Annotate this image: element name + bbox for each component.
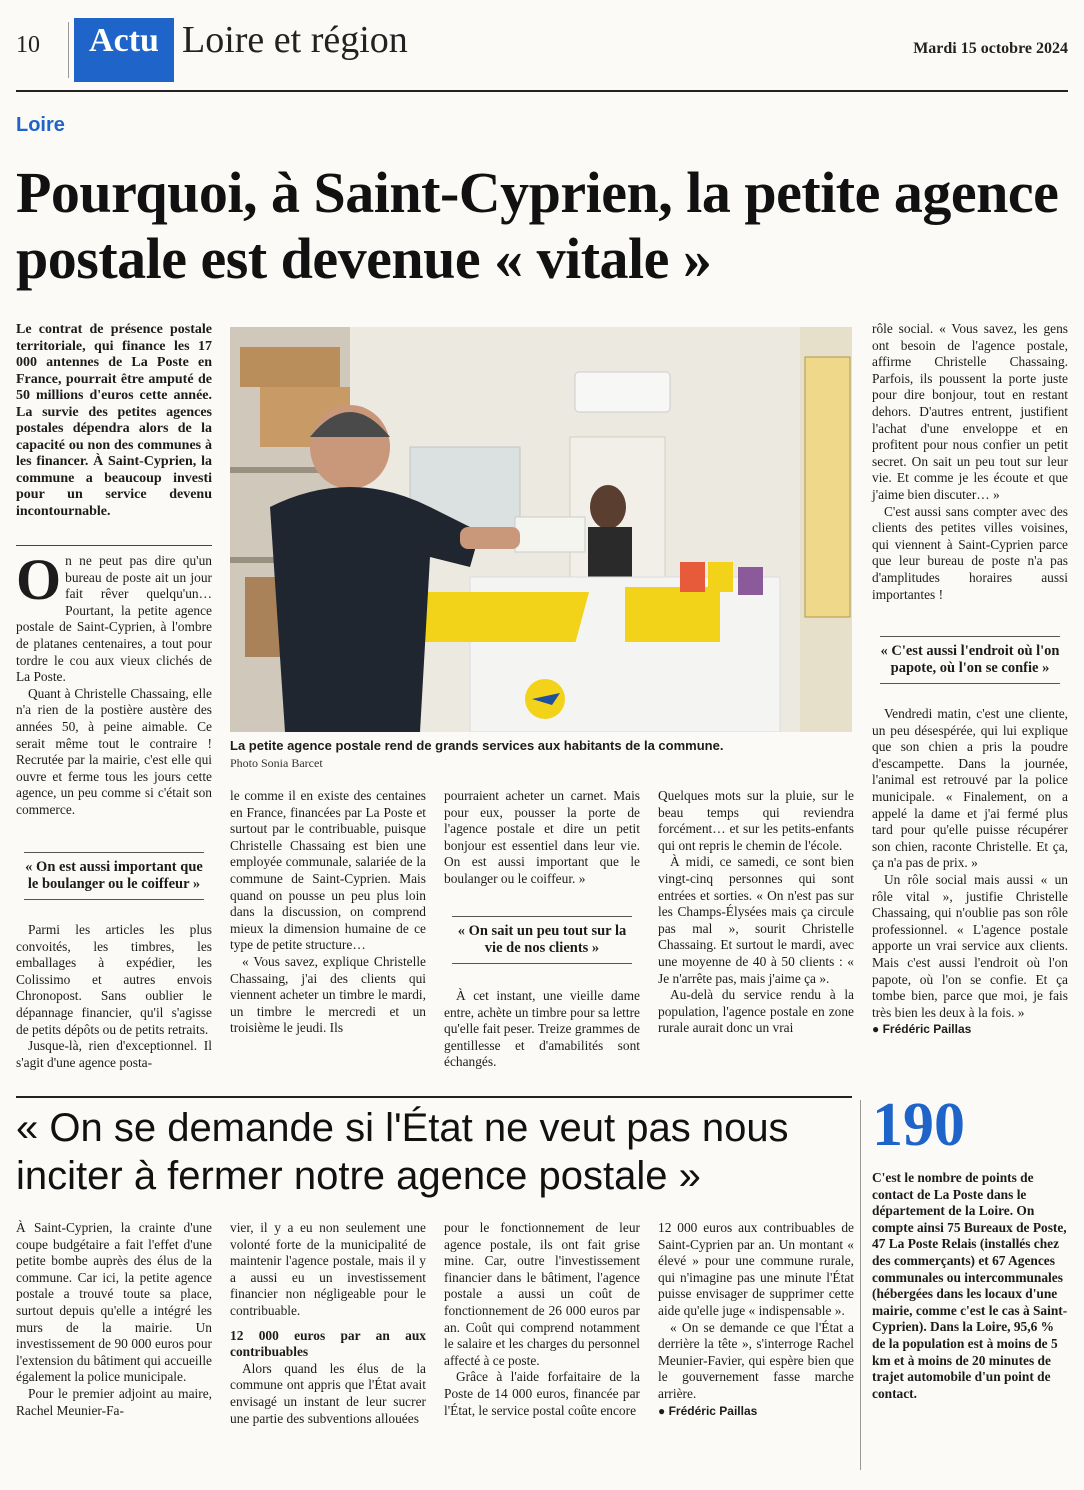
key-figure: 190 — [872, 1091, 965, 1159]
signature-name: Frédéric Paillas — [668, 1403, 758, 1418]
section-name: Loire et région — [182, 19, 408, 61]
photo-caption: La petite agence postale rend de grands services aux habitants de la commune. — [230, 738, 724, 753]
post-office-illustration — [230, 327, 852, 732]
column-1 — [16, 547, 212, 819]
paragraph: Quelques mots sur la pluie, sur le beau temps qui reviendra forcément… et sur les petits-enfants qui ont repris le chemin de l'école. — [658, 788, 854, 853]
pull-quote — [880, 630, 1060, 690]
pull-quote-text: « On sait un peu tout sur la vie de nos clients » — [457, 923, 627, 956]
paragraph: Quant à Christelle Chassaing, elle n'a rien de la postière austère des années 50, à peine aimable. Ce serait même tout le contraire ! Recrutée par la mairie, c'est elle qui ouvre et ferme tous les jours cette agence, un peu comme si c'était son commerce. — [16, 685, 212, 817]
paragraph: Vendredi matin, c'est une cliente, un peu désespérée, qui lui explique que son chien a pris la poudre d'escampette. Dans la journée, l'animal est retrouvé par la police municipale. « Finalement, on a appelé la dame et j'ai fermé plus tard pour qu'elle puisse récupérer son chien, raconte Christelle. Et ça, ça n'a pas de prix. » — [872, 706, 1068, 871]
paragraph: le comme il en existe des centaines en France, financées par La Poste et surtout par le contribuable, puisque Christelle Chassaing est bien une employée communale, salariée de la commune de Saint-Cyprien. Mais quand on pousse un peu plus loin dans la discussion, on comprend mieux la dimension humaine de ce type de petite structure… — [230, 788, 426, 953]
photo-credit: Photo Sonia Barcet — [230, 756, 323, 770]
signature: ● Frédéric Paillas — [872, 1022, 972, 1037]
column-3b — [444, 988, 640, 1071]
issue-date: Mardi 15 octobre 2024 — [913, 40, 1068, 57]
paragraph: C'est aussi sans compter avec des clients des petites villes voisines, qui viennent à Saint-Cyprien parce que leur bureau de poste n'a pas d'amplitudes horaires aussi importantes ! — [872, 503, 1068, 602]
page-number: 10 — [16, 32, 40, 58]
pull-quote-text: « On est aussi important que le boulanger ou le coiffeur » — [25, 859, 203, 892]
paragraph: n ne peut pas dire qu'un bureau de poste ait un jour fait rêver quelqu'un… Pourtant, la petite agence postale de Saint-Cyprien, à l'ombre de platanes centenaires, a tout pour tordre le cou aux vieux clichés de La Poste. — [16, 553, 212, 685]
paragraph: pour le fonctionnement de leur agence postale, ils ont fait grise mine. Car, outre l'investissement financier dans le bâtiment, l'agence postale a aussi un coût de fonctionnement de 26 000 euros par an. Coût qui comprend notamment le salaire et les charges du personnel affecté à ce poste. — [444, 1220, 640, 1368]
paragraph: 12 000 euros aux contribuables de Saint-Cyprien par an. Un montant « élevé » pour une commune rurale, qui n'imagine pas une minute l'État puisse envisager de supprimer cette aide qu'elle juge « indispensable ». — [658, 1220, 854, 1318]
paragraph: Au-delà du service rendu à la population, l'agence postale en zone rurale aurait donc un vrai — [658, 987, 854, 1036]
pull-quote — [452, 910, 632, 970]
article-kicker: Loire — [16, 114, 65, 136]
column-4 — [658, 788, 854, 1037]
chapo-rule — [16, 545, 212, 546]
paragraph: Grâce à l'aide forfaitaire de la Poste de 14 000 euros, financée par l'État, le service postal coûte encore — [444, 1369, 640, 1418]
paragraph: À midi, ce samedi, ce sont bien vingt-cinq personnes qui sont entrées et sorties. « On n'est pas sur les Champs-Élysées mais ça circule pas mal », sourit Christelle Chassaing. Et surtout le mardi, avec une moyenne de 40 à 50 clients : « Je n'arrête pas, mais j'aime ça ». — [658, 854, 854, 986]
second-column-3 — [444, 1220, 640, 1419]
paragraph: Alors quand les élus de la commune ont appris que l'État avait envisagé un instant de leur sucrer une partie des subventions allouées — [230, 1360, 426, 1426]
second-column-2 — [230, 1220, 426, 1427]
second-column-1 — [16, 1220, 212, 1419]
signature-name: Frédéric Paillas — [882, 1022, 972, 1037]
header-rule — [16, 90, 1068, 92]
paragraph: Un rôle social mais aussi « un rôle vital », justifie Christelle Chassaing, qui n'oublie pas son rôle professionnel. « L'agence postale apporte un vrai service aux clients. Mais c'est aussi l'endroit où l'on papote, où l'on se confie. Et ça tombe bien, parce que moi, je fais très bien les deux à la fois. » — [872, 871, 1068, 1020]
paragraph: rôle social. « Vous savez, les gens ont besoin de l'agence postale, affirme Christelle Chassaing. Parfois, ils poussent la porte juste pour dire bonjour, tout en restant dehors. D'autres entrent, justifient l'achat d'une enveloppe et en profitent pour nous confier un petit secret. On sait un peu tout sur leur vie. Et comme je les écoute et que j'aime bien discuter… » — [872, 321, 1068, 502]
paragraph: « Vous savez, explique Christelle Chassaing, j'ai des clients qui viennent acheter un timbre le mardi, un timbre le mercredi et un troisième le jeudi. Ils — [230, 953, 426, 1036]
paragraph: « On se demande ce que l'État a derrière la tête », s'interroge Rachel Meunier-Favier, qui espère bien que le gouvernement fasse marche arrière. — [658, 1319, 854, 1401]
second-headline: « On se demande si l'État ne veut pas nous inciter à fermer notre agence postale » — [16, 1106, 789, 1198]
second-column-4 — [658, 1220, 854, 1419]
paragraph: Pour le premier adjoint au maire, Rachel Meunier-Fa- — [16, 1385, 212, 1418]
article-chapo: Le contrat de présence postale territoriale, qui finance les 17 000 antennes de La Poste en France, pourrait être amputé de 50 millions d'euros cette année. La survie des petites agences postales dépendra alors de la capacité ou non des communes à les financer. À Saint-Cyprien, la commune a beaucoup investi pour un service devenu incontournable. — [16, 322, 212, 519]
paragraph: À Saint-Cyprien, la crainte d'une coupe budgétaire a fait l'effet d'une petite bombe auprès des élus de la commune. Car ici, la petite agence postale a trouvé toute sa place, surtout depuis qu'elle a intégré les murs de la mairie. Un investissement de 90 000 euros pour l'extension du bâtiment qui accueille également la police municipale. — [16, 1220, 212, 1385]
article-headline: Pourquoi, à Saint-Cyprien, la petite agence postale est devenue « vitale » — [16, 160, 1059, 291]
paragraph: pourraient acheter un carnet. Mais pour eux, pousser la porte de l'agence postale et dire un petit bonjour est essentiel dans leur vie. On est aussi important que le boulanger ou le coiffeur. » — [444, 788, 640, 886]
paragraph: Jusque-là, rien d'exceptionnel. Il s'agit d'une agence posta- — [16, 1038, 212, 1070]
column-2 — [230, 788, 426, 1037]
column-3 — [444, 788, 640, 888]
subheading: 12 000 euros par an aux contribuables — [230, 1327, 426, 1360]
section-tag: Actu — [74, 18, 174, 82]
sidebar-rule — [860, 1100, 861, 1470]
dropcap: O — [16, 547, 62, 612]
header-divider — [68, 22, 69, 78]
column-1b — [16, 922, 212, 1071]
column-5 — [872, 321, 1068, 603]
paragraph: Parmi les articles les plus convoités, les timbres, les emballages à expédier, les Colissimo et autres envois Chronopost. Sans oublier le dépannage financier, qu'il s'agisse de petits dépôts ou de petits retraits. — [16, 922, 212, 1037]
paragraph: À cet instant, une vieille dame entre, achète un timbre pour sa lettre qu'elle fait peser. Treize grammes de gentillesse et d'amabilités sont échangés. — [444, 988, 640, 1070]
section-rule — [16, 1096, 852, 1098]
paragraph: vier, il y a eu non seulement une volonté forte de la municipalité de maintenir l'agence postale, mais il y a aussi eu un investissement financier non négligeable pour le contribuable. — [230, 1220, 426, 1318]
pull-quote — [24, 846, 204, 906]
column-5b — [872, 706, 1068, 1038]
key-figure-text: C'est le nombre de points de contact de La Poste dans le département de la Loire. On compte ainsi 75 Bureaux de Poste, 47 La Poste Relais (installés chez des commerçants) et 67 Agences communales ou intercommunales (hébergées dans les locaux d'une mairie, comme c'est le cas à Saint-Cyprien). Dans la Loire, 95,6 % de la population est à moins de 5 km et à moins de 20 minutes de trajet automobile d'un point de contact. — [872, 1170, 1068, 1401]
signature: ● Frédéric Paillas — [658, 1403, 758, 1418]
article-photo — [230, 327, 852, 732]
pull-quote-text: « C'est aussi l'endroit où l'on papote, où l'on se confie » — [880, 643, 1060, 676]
